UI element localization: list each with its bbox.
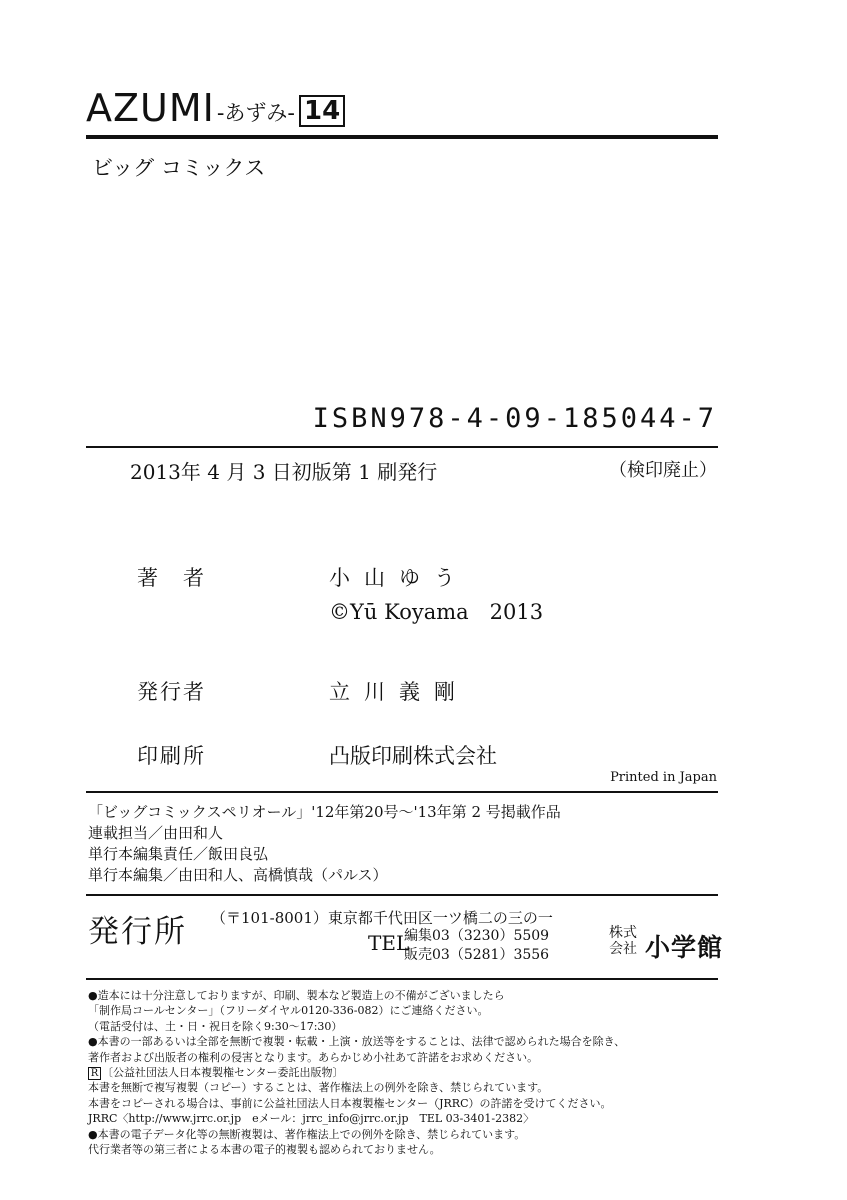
title-rule	[86, 135, 718, 139]
publication-date: 2013年 4 月 3 日初版第 1 刷発行	[130, 460, 438, 484]
note-line	[88, 1065, 625, 1080]
copyright-line: ©Yū Koyama 2013	[329, 600, 544, 624]
isbn-rule	[86, 446, 718, 448]
kabushiki-kaisha-mark	[609, 925, 637, 957]
publisher-name: 小学館	[645, 933, 724, 962]
note-line: 本書をコピーされる場合は、事前に公益社団法人日本複製権センター（JRRC）の許諾を受けてください。	[88, 1096, 612, 1110]
note-line: JRRC〈http://www.jrrc.or.jp eメール：jrrc_info@jrrc.or.jp TEL 03-3401-2382〉	[88, 1112, 535, 1126]
note-line: 著作者および出版者の権利の侵害となります。あらかじめ小社あて許諾をお求めください。	[88, 1050, 539, 1064]
jrrc-heading: 〔公益社団法人日本複製権センター委託出版物〕	[102, 1066, 344, 1080]
credit-line: 単行本編集責任／飯田良弘	[88, 845, 269, 863]
tel-sales: 販売03（5281）3556	[404, 947, 550, 963]
book-title	[86, 88, 345, 128]
isbn: ISBN978-4-09-185044-7	[312, 403, 717, 434]
tel-label: TEL	[368, 931, 410, 955]
publisher-person-name: 立川義剛	[329, 680, 469, 704]
title-main: AZUMI	[86, 86, 215, 130]
note-line: 「制作局コールセンター」（フリーダイヤル0120-336-082）にご連絡ください。	[88, 1004, 489, 1018]
printer-label: 印刷所	[137, 744, 206, 768]
publisher-address: （〒101-8001）東京都千代田区一ツ橋二の三の一	[211, 909, 553, 927]
note-line: ●本書の一部あるいは全部を無断で複製・転載・上演・放送等をすることは、法律で認められた場合を除き、	[88, 1035, 626, 1049]
registered-mark-icon: R	[88, 1067, 101, 1080]
kabushiki-line-1: 株式	[609, 925, 637, 941]
credits-block	[88, 802, 561, 886]
note-line: （電話受付は、土・日・祝日を除く9:30〜17:30）	[88, 1019, 343, 1033]
note-line: 代行業者等の第三者による本書の電子的複製も認められておりません。	[88, 1143, 441, 1157]
tel-editorial: 編集03（3230）5509	[404, 928, 550, 944]
credit-line: 単行本編集／由田和人、高橋慎哉（パルス）	[88, 866, 388, 884]
credit-line: 連載担当／由田和人	[88, 824, 224, 842]
publisher-rule	[86, 978, 718, 980]
legal-notes	[88, 988, 625, 1157]
stamp-abolished-note: （検印廃止）	[609, 460, 717, 481]
title-subtitle: -あずみ-	[216, 101, 295, 125]
printed-in-japan: Printed in Japan	[610, 770, 717, 785]
printer-name: 凸版印刷株式会社	[329, 744, 497, 768]
note-line: ●本書の電子データ化等の無断複製は、著作権法上での例外を除き、禁じられています。	[88, 1127, 526, 1141]
publisher-person-label: 発行者	[137, 680, 206, 704]
author-label: 著 者	[137, 566, 206, 590]
kabushiki-line-2: 会社	[609, 941, 637, 957]
series-label: ビッグ コミックス	[92, 156, 266, 180]
printer-rule	[86, 791, 718, 793]
note-line: ●造本には十分注意しておりますが、印刷、製本など製造上の不備がございましたら	[88, 989, 505, 1002]
credit-line: 「ビッグコミックスペリオール」'12年第20号〜'13年第 2 号掲載作品	[88, 803, 561, 821]
publisher-label: 発行所	[88, 914, 187, 950]
note-line: 本書を無断で複写複製（コピー）することは、著作権法上の例外を除き、禁じられています。	[88, 1081, 549, 1095]
author-name: 小山ゆう	[329, 566, 469, 590]
credits-rule	[86, 894, 718, 896]
volume-number: 14	[299, 95, 345, 127]
tel-numbers	[404, 927, 549, 965]
